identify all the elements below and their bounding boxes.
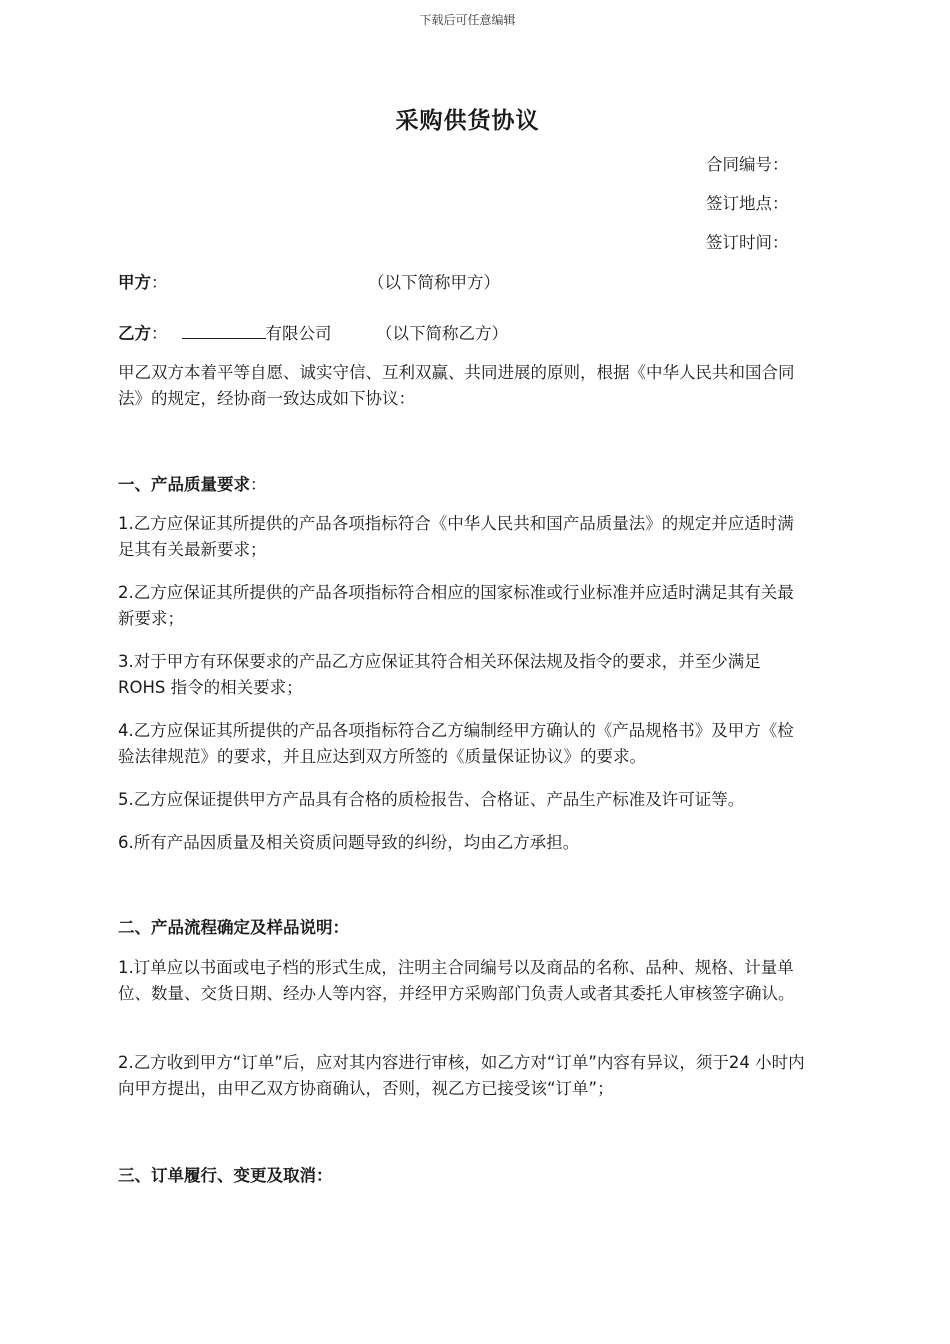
- intro-paragraph: 甲乙双方本着平等自愿、诚实守信、互利双赢、共同进展的原则，根据《中华人民共和国合同法》的规定，经协商一致达成如下协议：: [118, 363, 795, 408]
- party-b-name-blank: [182, 324, 266, 339]
- party-b-colon: ：: [151, 324, 168, 343]
- document-title: 采购供货协议: [395, 108, 540, 134]
- section-1-item-3: 3.对于甲方有环保要求的产品乙方应保证其符合相关环保法规及指令的要求，并至少满足ROHS 指令的相关要求；: [118, 652, 761, 697]
- section-1-heading-colon: ：: [250, 475, 267, 494]
- section-1-item-1: 1.乙方应保证其所提供的产品各项指标符合《中华人民共和国产品质量法》的规定并应适时满足其有关最新要求；: [118, 514, 794, 559]
- section-2-item-2: 2.乙方收到甲方“订单”后，应对其内容进行审核，如乙方对“订单”内容有异议，须于24 小时内向甲方提出，由甲乙双方协商确认，否则，视乙方已接受该“订单”；: [118, 1053, 805, 1098]
- party-b-note: （以下简称乙方）: [376, 324, 508, 343]
- section-1-heading: [118, 471, 267, 495]
- party-b-label: 乙方: [118, 324, 151, 343]
- header-note: 下载后可任意编辑: [419, 13, 516, 27]
- signing-place-label: 签订地点：: [706, 194, 789, 213]
- contract-number-label: 合同编号：: [706, 155, 789, 174]
- party-a-colon: ：: [151, 273, 168, 292]
- party-b-line: [118, 320, 508, 344]
- section-1-heading-text: 一、产品质量要求: [118, 475, 250, 494]
- section-3-heading: 三、订单履行、变更及取消：: [118, 1166, 333, 1185]
- signing-time-label: 签订时间：: [706, 233, 789, 252]
- section-2-heading: 二、产品流程确定及样品说明：: [118, 918, 349, 937]
- party-b-company-suffix: 有限公司: [265, 324, 332, 343]
- party-a-note: （以下简称甲方）: [368, 273, 500, 292]
- section-1-item-5: 5.乙方应保证提供甲方产品具有合格的质检报告、合格证、产品生产标准及许可证等。: [118, 790, 745, 809]
- section-1-item-6: 6.所有产品因质量及相关资质问题导致的纠纷，均由乙方承担。: [118, 833, 580, 852]
- party-a-label: 甲方: [118, 273, 151, 292]
- section-1-item-4: 4.乙方应保证其所提供的产品各项指标符合乙方编制经甲方确认的《产品规格书》及甲方《检验法律规范》的要求，并且应达到双方所签的《质量保证协议》的要求。: [118, 721, 794, 766]
- section-1-item-2: 2.乙方应保证其所提供的产品各项指标符合相应的国家标准或行业标准并应适时满足其有关最新要求；: [118, 583, 794, 628]
- party-a-line: [118, 269, 500, 293]
- section-2-item-1: 1.订单应以书面或电子档的形式生成，注明主合同编号以及商品的名称、品种、规格、计量单位、数量、交货日期、经办人等内容，并经甲方采购部门负责人或者其委托人审核签字确认。: [118, 958, 795, 1003]
